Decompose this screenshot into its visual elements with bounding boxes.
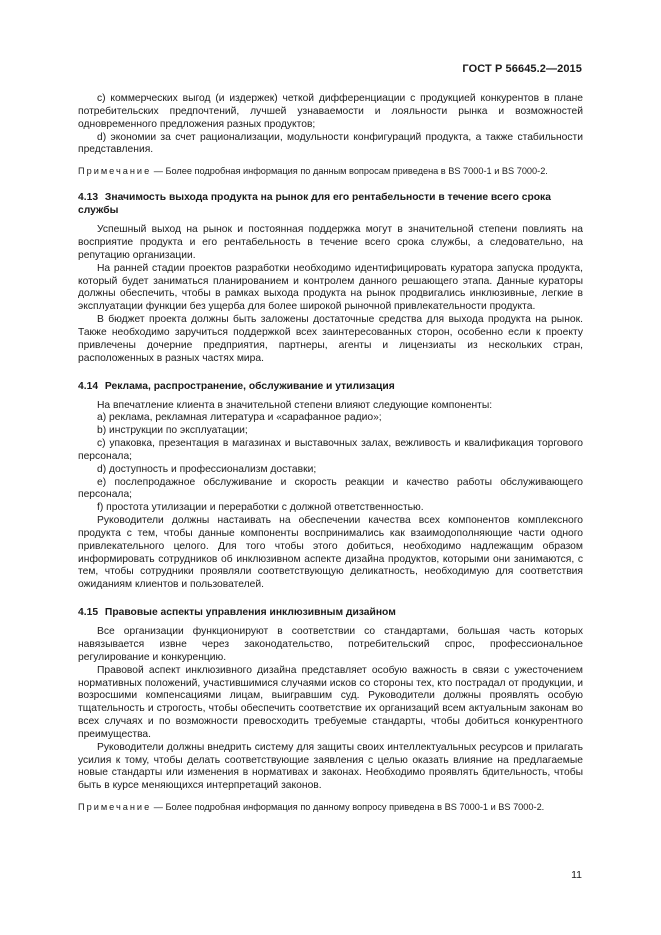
list-item: b) инструкции по эксплуатации;	[97, 425, 248, 437]
paragraph: Успешный выход на рынок и постоянная поддержка могут в значительной степени повлиять на восприятие продукта и его рентабельность в течение всего срока службы, а следовательно, на репутацию организации.	[78, 224, 583, 261]
section-heading-4-14	[78, 380, 583, 393]
paragraph: В бюджет проекта должны быть заложены достаточные средства для выхода продукта на рынок. Также необходимо заручиться поддержкой всех заинтересованных сторон, особенно если к проекту привлечены дочерние предприятия, партнеры, агенты и лицензиаты из нескольких стран, расположенных в разных частях мира.	[78, 314, 583, 364]
paragraph: Руководители должны настаивать на обеспечении качества всех компонентов комплексного продукта с тем, чтобы данные компоненты воспринимались как взаимодополняющие части одного привлекательного целого. Для того чтобы этого добиться, необходимо надлежащим образом информировать сотрудников об инклюзивном аспекте дизайна продуктов, которыми они занимаются, с тем, чтобы сотрудники проявляли соответствующую деликатность, необходимую для соответствия ожиданиям клиентов и пользователей.	[78, 515, 583, 591]
note-label: Примечание	[78, 802, 152, 813]
section-number: 4.13	[78, 192, 99, 204]
section-number: 4.14	[78, 380, 99, 392]
note-label: Примечание	[78, 166, 152, 177]
paragraph: Правовой аспект инклюзивного дизайна представляет особую важность в связи с ужесточением нормативных положений, участившимися случаями исков со стороны тех, кто пострадал от продукции, и возросшими компенсациями лицам, выигравшим суд. Руководители должны проявлять особую тщательность и строгость, чтобы обеспечить соответствие их организаций всем актуальным законам во всех случаях и по возможности превосходить требуемые стандарты, чтобы добиться конкурентного преимущества.	[78, 664, 583, 740]
list-item: f) простота утилизации и переработки с должной ответственностью.	[97, 502, 424, 514]
paragraph: Руководители должны внедрить систему для защиты своих интеллектуальных ресурсов и прилагать усилия к тому, чтобы делать соответствующие заявления с целью оказать влияние на предлагаемые новые стандарты или изменения в нормативах и законах. Необходимо проявлять бдительность, чтобы быть в курсе меняющихся интерпретаций законов.	[78, 741, 583, 792]
page-number: 11	[571, 869, 582, 881]
list-item: a) реклама, рекламная литература и «сарафанное радио»;	[97, 412, 382, 424]
note-text: — Более подробная информация по данным вопросам приведена в BS 7000-1 и BS 7000-2.	[151, 166, 548, 177]
paragraph: Все организации функционируют в соответствии со стандартами, большая часть которых навязывается извне через законодательство, потребительский спрос, профессиональное регулирование и конкуренцию.	[78, 626, 583, 663]
note-text: — Более подробная информация по данному вопросу приведена в BS 7000-1 и BS 7000-2.	[151, 802, 545, 813]
section-title: Реклама, распространение, обслуживание и утилизация	[104, 380, 395, 392]
note	[78, 801, 583, 813]
section-number: 4.15	[78, 607, 99, 619]
list-item: d) экономии за счет рационализации, модульности конфигураций продукта, а также стабильности представления.	[78, 131, 583, 156]
section-heading-4-15	[78, 606, 583, 619]
paragraph: На ранней стадии проектов разработки необходимо идентифицировать куратора запуска продукта, который будет заниматься планированием и контролем данного решающего этапа. Данные кураторы должны обеспечить, чтобы в рамках выхода продукта на рынок продвигались инклюзивные, легкие в эксплуатации функции без ущерба для более широкой рыночной привлекательности продукта.	[78, 262, 583, 313]
list-item: c) упаковка, презентация в магазинах и выставочных залах, вежливость и квалификация торгового персонала;	[78, 438, 583, 462]
page-content	[78, 93, 583, 813]
section-title: Правовые аспекты управления инклюзивным дизайном	[104, 607, 396, 619]
note	[78, 165, 583, 177]
list-item: e) послепродажное обслуживание и скорость реакции и качество работы обслуживающего персонала;	[78, 476, 583, 501]
list-item: c) коммерческих выгод (и издержек) четкой дифференциации с продукцией конкурентов в плане потребительских предпочтений, лучшей узнаваемости и лояльности рынка и возможностей одновременного предложения разных продуктов;	[78, 93, 583, 130]
section-title: Значимость выхода продукта на рынок для его рентабельности в течение всего срока службы	[78, 192, 551, 217]
document-header: ГОСТ Р 56645.2—2015	[462, 63, 582, 75]
paragraph: На впечатление клиента в значительной степени влияют следующие компоненты:	[97, 399, 493, 411]
list-item: d) доступность и профессионализм доставки;	[97, 463, 317, 475]
section-heading-4-13	[78, 191, 583, 217]
